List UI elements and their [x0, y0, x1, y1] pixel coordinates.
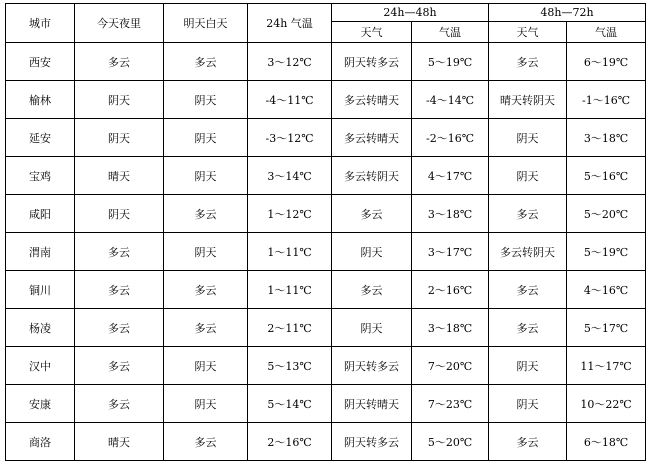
cell-temp-48: 4～17℃ [412, 157, 489, 195]
cell-weather-48: 阴天转多云 [332, 43, 412, 81]
cell-weather-72: 阴天 [489, 119, 567, 157]
header-row-1 [6, 4, 646, 22]
cell-temp-24h: 1～11℃ [248, 233, 332, 271]
table-row [6, 271, 646, 309]
cell-city: 安康 [6, 385, 75, 423]
cell-temp-24h: 5～14℃ [248, 385, 332, 423]
cell-temp-72: 6～19℃ [567, 43, 646, 81]
cell-city: 咸阳 [6, 195, 75, 233]
cell-temp-48: -4～14℃ [412, 81, 489, 119]
header-temp-24h: 24h 气温 [248, 4, 332, 43]
cell-city: 杨凌 [6, 309, 75, 347]
cell-temp-72: 5～16℃ [567, 157, 646, 195]
cell-tonight: 晴天 [75, 157, 164, 195]
table-row [6, 309, 646, 347]
cell-tomorrow: 阴天 [164, 347, 248, 385]
header-temperature-72: 气温 [567, 22, 646, 43]
cell-tonight: 阴天 [75, 119, 164, 157]
cell-city: 延安 [6, 119, 75, 157]
cell-tonight: 多云 [75, 347, 164, 385]
header-range-48-72: 48h—72h [489, 4, 646, 22]
cell-tomorrow: 多云 [164, 43, 248, 81]
cell-weather-72: 多云 [489, 195, 567, 233]
cell-temp-24h: -3～12℃ [248, 119, 332, 157]
table-row [6, 81, 646, 119]
cell-temp-24h: 1～12℃ [248, 195, 332, 233]
header-weather-48: 天气 [332, 22, 412, 43]
cell-tonight: 晴天 [75, 423, 164, 461]
cell-temp-24h: 1～11℃ [248, 271, 332, 309]
cell-weather-48: 阴天转多云 [332, 423, 412, 461]
table-row [6, 157, 646, 195]
cell-temp-48: 7～23℃ [412, 385, 489, 423]
header-tomorrow-day: 明天白天 [164, 4, 248, 43]
cell-weather-72: 多云 [489, 43, 567, 81]
table-row [6, 233, 646, 271]
cell-temp-72: 5～19℃ [567, 233, 646, 271]
cell-weather-48: 多云转晴天 [332, 81, 412, 119]
cell-temp-72: 3～18℃ [567, 119, 646, 157]
cell-tonight: 多云 [75, 271, 164, 309]
cell-temp-48: 2～16℃ [412, 271, 489, 309]
cell-tomorrow: 多云 [164, 271, 248, 309]
cell-tomorrow: 多云 [164, 309, 248, 347]
weather-forecast-table [5, 3, 646, 461]
table-row [6, 119, 646, 157]
cell-weather-72: 阴天 [489, 347, 567, 385]
cell-temp-48: 5～19℃ [412, 43, 489, 81]
cell-tomorrow: 阴天 [164, 119, 248, 157]
cell-weather-48: 多云转阴天 [332, 157, 412, 195]
cell-temp-72: 6～18℃ [567, 423, 646, 461]
cell-tomorrow: 阴天 [164, 385, 248, 423]
cell-tonight: 多云 [75, 43, 164, 81]
cell-tomorrow: 阴天 [164, 81, 248, 119]
cell-weather-48: 多云转晴天 [332, 119, 412, 157]
cell-city: 榆林 [6, 81, 75, 119]
cell-weather-48: 阴天转多云 [332, 347, 412, 385]
cell-temp-24h: 3～14℃ [248, 157, 332, 195]
cell-weather-48: 阴天 [332, 233, 412, 271]
cell-weather-48: 阴天转晴天 [332, 385, 412, 423]
cell-city: 商洛 [6, 423, 75, 461]
cell-temp-24h: 2～11℃ [248, 309, 332, 347]
cell-temp-48: 3～17℃ [412, 233, 489, 271]
cell-tonight: 阴天 [75, 195, 164, 233]
cell-weather-72: 阴天 [489, 157, 567, 195]
table-row [6, 385, 646, 423]
header-city: 城市 [6, 4, 75, 43]
table-row [6, 423, 646, 461]
cell-city: 渭南 [6, 233, 75, 271]
cell-weather-72: 多云转阴天 [489, 233, 567, 271]
table-row [6, 195, 646, 233]
cell-temp-48: 7～20℃ [412, 347, 489, 385]
cell-city: 宝鸡 [6, 157, 75, 195]
cell-tomorrow: 多云 [164, 195, 248, 233]
cell-weather-48: 阴天 [332, 309, 412, 347]
cell-temp-24h: 3～12℃ [248, 43, 332, 81]
cell-tonight: 多云 [75, 233, 164, 271]
cell-temp-72: 5～20℃ [567, 195, 646, 233]
cell-city: 西安 [6, 43, 75, 81]
forecast-table-wrapper [5, 3, 646, 461]
cell-city: 铜川 [6, 271, 75, 309]
header-weather-72: 天气 [489, 22, 567, 43]
table-row [6, 43, 646, 81]
cell-temp-72: 4～16℃ [567, 271, 646, 309]
cell-temp-72: 11～17℃ [567, 347, 646, 385]
cell-tonight: 多云 [75, 385, 164, 423]
cell-temp-48: 3～18℃ [412, 195, 489, 233]
cell-tomorrow: 阴天 [164, 233, 248, 271]
cell-weather-72: 多云 [489, 309, 567, 347]
cell-temp-48: -2～16℃ [412, 119, 489, 157]
header-tonight: 今天夜里 [75, 4, 164, 43]
cell-tonight: 多云 [75, 309, 164, 347]
cell-temp-48: 5～20℃ [412, 423, 489, 461]
header-temperature-48: 气温 [412, 22, 489, 43]
cell-weather-72: 多云 [489, 271, 567, 309]
cell-temp-24h: 2～16℃ [248, 423, 332, 461]
cell-tomorrow: 阴天 [164, 157, 248, 195]
cell-tonight: 阴天 [75, 81, 164, 119]
cell-temp-24h: -4～11℃ [248, 81, 332, 119]
cell-temp-48: 3～18℃ [412, 309, 489, 347]
cell-city: 汉中 [6, 347, 75, 385]
cell-weather-48: 多云 [332, 195, 412, 233]
cell-temp-72: -1～16℃ [567, 81, 646, 119]
cell-weather-72: 阴天 [489, 385, 567, 423]
cell-temp-72: 10～22℃ [567, 385, 646, 423]
header-range-24-48: 24h—48h [332, 4, 489, 22]
cell-temp-72: 5～17℃ [567, 309, 646, 347]
cell-weather-72: 多云 [489, 423, 567, 461]
cell-weather-48: 多云 [332, 271, 412, 309]
cell-weather-72: 晴天转阴天 [489, 81, 567, 119]
table-row [6, 347, 646, 385]
cell-temp-24h: 5～13℃ [248, 347, 332, 385]
cell-tomorrow: 多云 [164, 423, 248, 461]
